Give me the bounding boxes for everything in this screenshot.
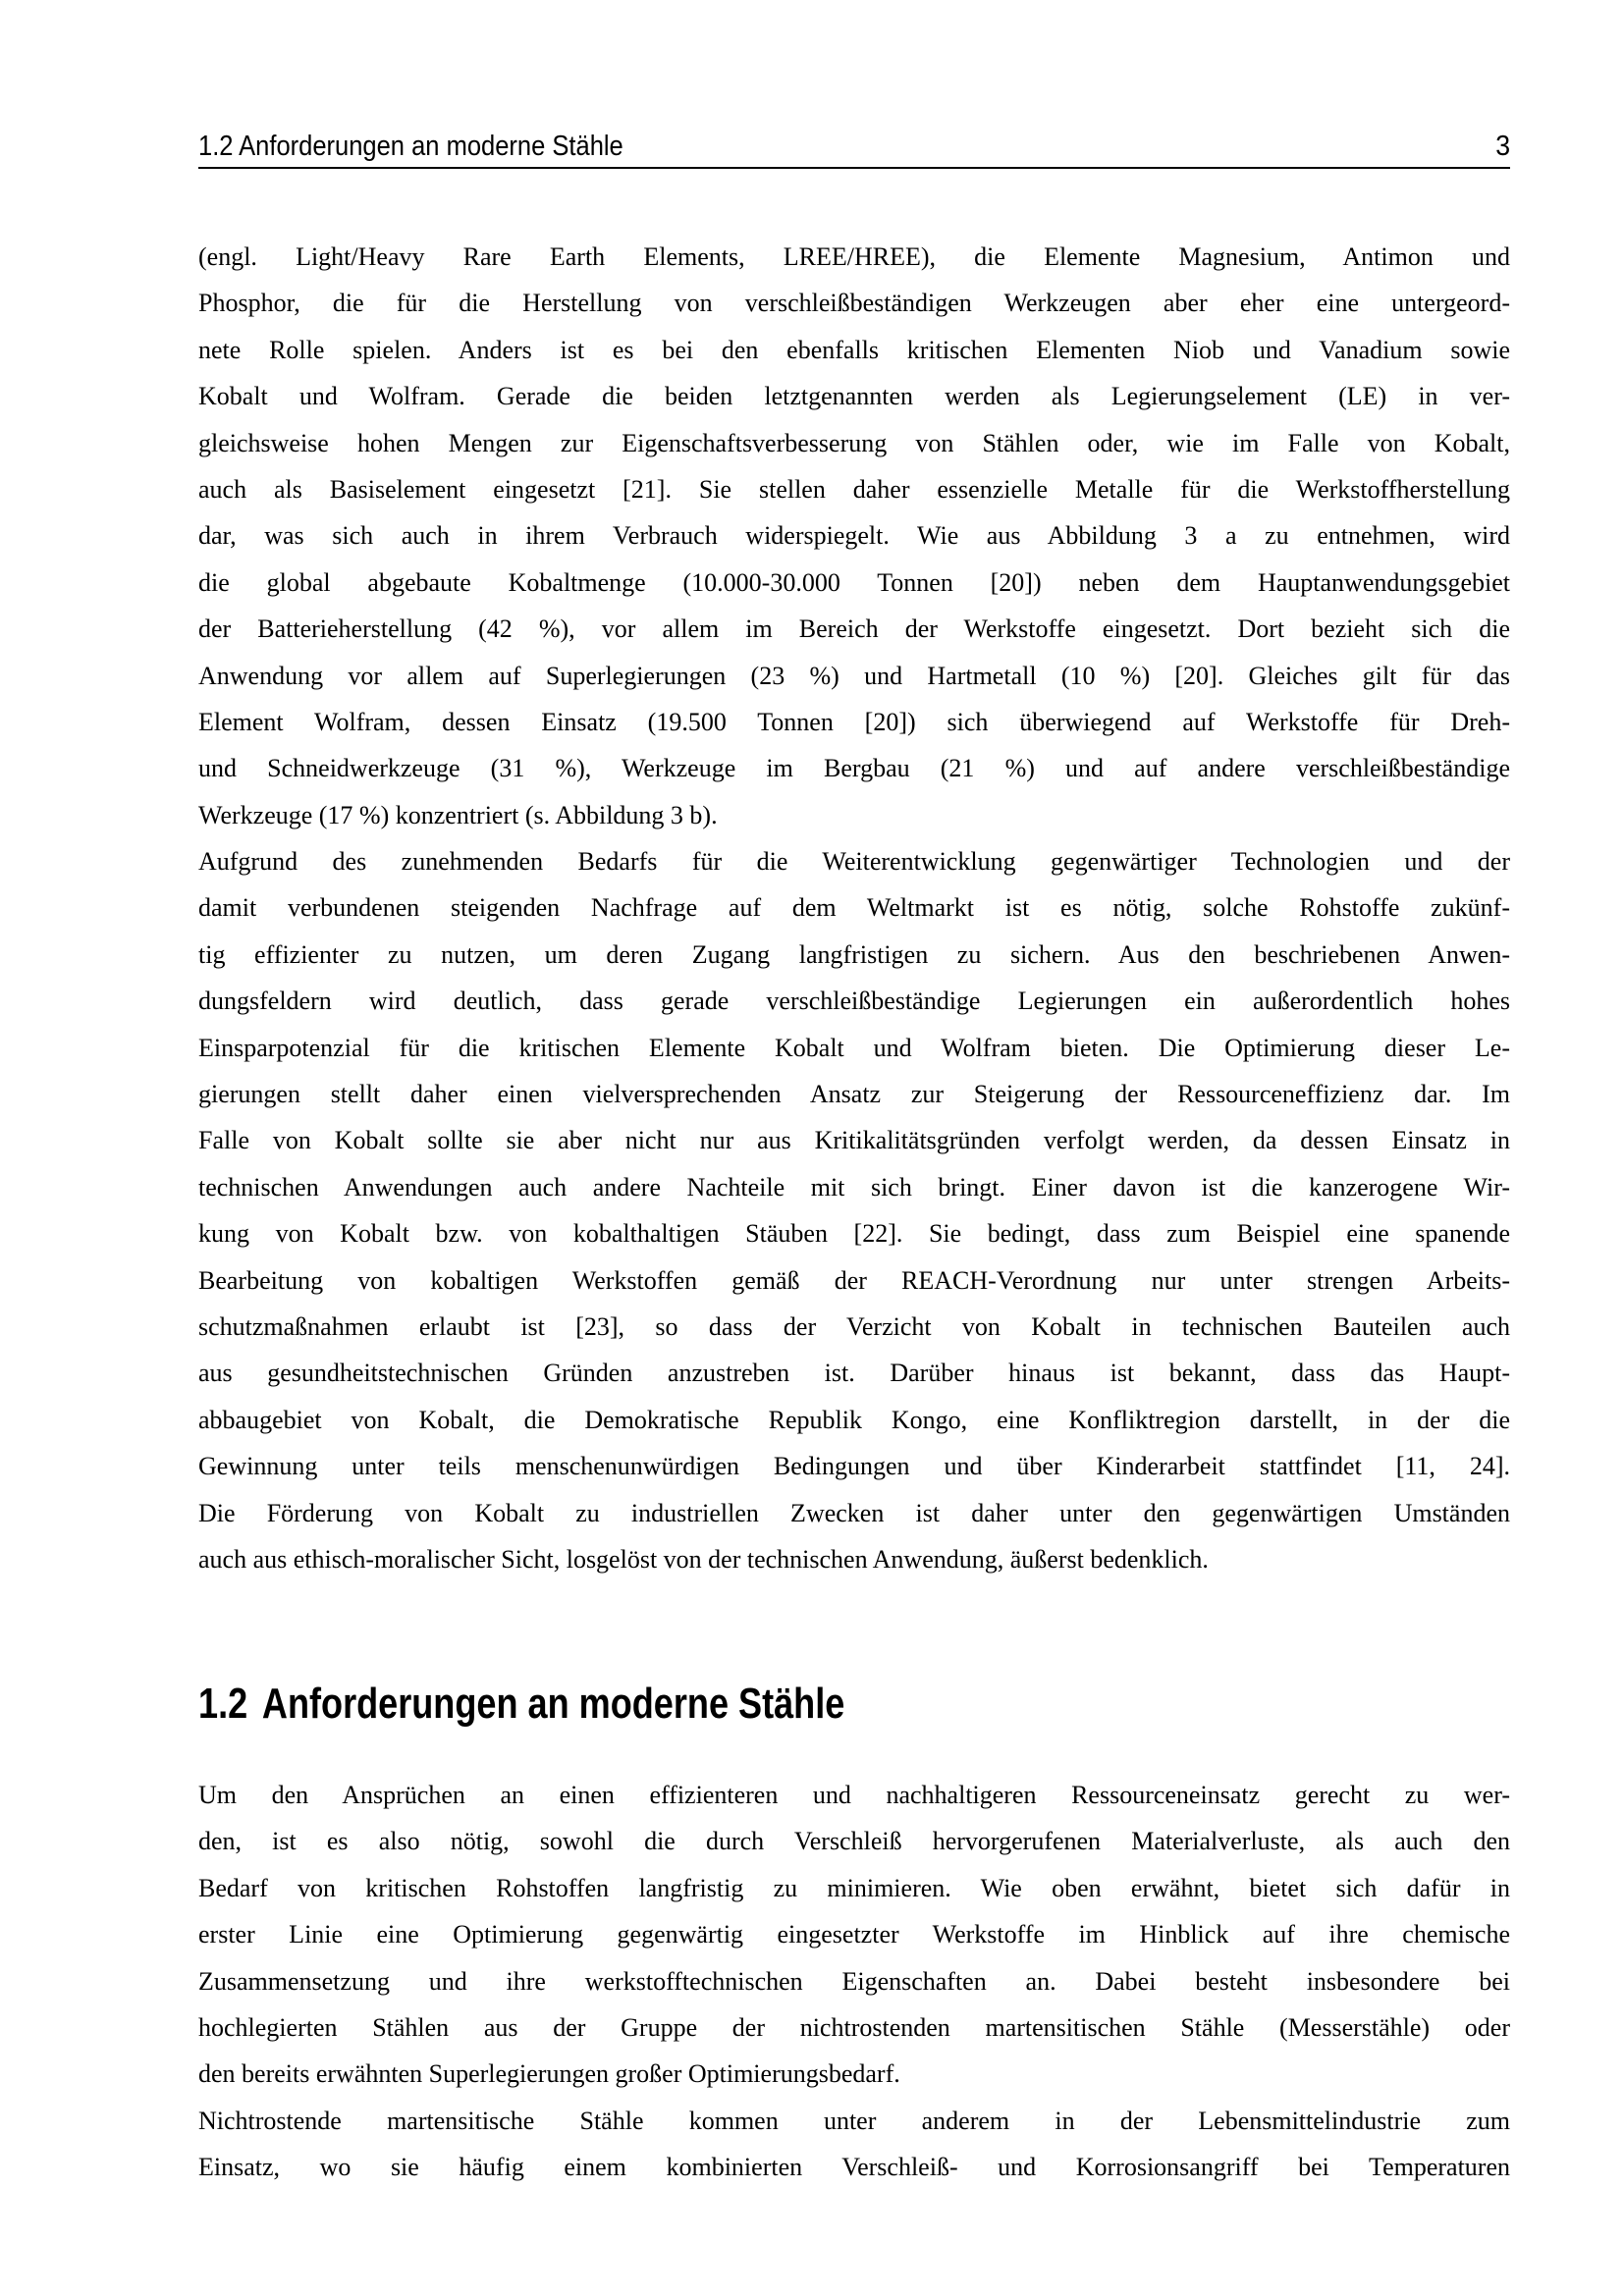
text-line: tig effizienter zu nutzen, um deren Zugang langfristigen zu sichern. Aus den beschriebenen Anwen- (198, 939, 1510, 969)
text-line: nete Rolle spielen. Anders ist es bei den ebenfalls kritischen Elementen Niob und Vanadium sowie (198, 335, 1510, 364)
text-line: Falle von Kobalt sollte sie aber nicht nur aus Kritikalitätsgründen verfolgt werden, da dessen Einsatz in (198, 1126, 1510, 1155)
text-line: den, ist es also nötig, sowohl die durch Verschleiß hervorgerufenen Materialverluste, als auch den (198, 1827, 1510, 1856)
text-line: Um den Ansprüchen an einen effizienteren und nachhaltigeren Ressourceneinsatz gerecht zu wer- (198, 1781, 1510, 1809)
text-line: der Batterieherstellung (42 %), vor allem im Bereich der Werkstoffe eingesetzt. Dort bezieht sich die (198, 614, 1510, 644)
text-line: Element Wolfram, dessen Einsatz (19.500 Tonnen [20]) sich überwiegend auf Werkstoffe für Dreh- (198, 707, 1510, 736)
text-line: hochlegierten Stählen aus der Gruppe der nichtrostenden martensitischen Stähle (Messerstähle) oder (198, 2012, 1510, 2042)
text-line: auch aus ethisch-moralischer Sicht, losgelöst von der technischen Anwendung, äußerst bedenklich. (198, 1544, 1209, 1574)
text-line: kung von Kobalt bzw. von kobalthaltigen Stäuben [22]. Sie bedingt, dass zum Beispiel eine spanende (198, 1219, 1510, 1249)
paragraph (198, 838, 1510, 1582)
text-line: Einsatz, wo sie häufig einem kombinierten Verschleiß- und Korrosionsangriff bei Temperaturen (198, 2153, 1510, 2182)
text-line: dungsfeldern wird deutlich, dass gerade verschleißbeständige Legierungen ein außerordentlich hohes (198, 987, 1510, 1016)
text-line: Werkzeuge (17 %) konzentriert (s. Abbildung 3 b). (198, 800, 718, 829)
text-line: Einsparpotenzial für die kritischen Elemente Kobalt und Wolfram bieten. Die Optimierung dieser Le- (198, 1033, 1510, 1062)
running-header (198, 124, 1510, 169)
section-heading-number: 1.2 (198, 1680, 248, 1728)
text-line: gierungen stellt daher einen vielversprechenden Ansatz zur Steigerung der Ressourceneffizienz dar. Im (198, 1080, 1510, 1109)
text-line: aus gesundheitstechnischen Gründen anzustreben ist. Darüber hinaus ist bekannt, dass das Haupt- (198, 1359, 1510, 1388)
text-line: technischen Anwendungen auch andere Nachteile mit sich bringt. Einer davon ist die kanzerogene Wir- (198, 1172, 1510, 1201)
text-line: abbaugebiet von Kobalt, die Demokratische Republik Kongo, eine Konfliktregion darstellt, in der die (198, 1405, 1510, 1434)
text-line: dar, was sich auch in ihrem Verbrauch widerspiegelt. Wie aus Abbildung 3 a zu entnehmen, wird (198, 521, 1510, 551)
text-line: Gewinnung unter teils menschenunwürdigen Bedingungen und über Kinderarbeit stattfindet [11, 24]. (198, 1452, 1510, 1481)
text-line: damit verbundenen steigenden Nachfrage auf dem Weltmarkt ist es nötig, solche Rohstoffe zukünf- (198, 893, 1510, 923)
section-body-text-block (198, 1772, 1510, 2191)
text-line: Bearbeitung von kobaltigen Werkstoffen gemäß der REACH-Verordnung nur unter strengen Arbeits- (198, 1265, 1510, 1295)
intro-text-block (198, 234, 1510, 1582)
section-heading (198, 1681, 844, 1728)
text-line: Phosphor, die für die Herstellung von verschleißbeständigen Werkzeugen aber eher eine untergeord- (198, 289, 1510, 318)
text-line: Nichtrostende martensitische Stähle kommen unter anderem in der Lebensmittelindustrie zum (198, 2106, 1510, 2135)
text-line: die global abgebaute Kobaltmenge (10.000-30.000 Tonnen [20]) neben dem Hauptanwendungsgebiet (198, 567, 1510, 597)
paragraph (198, 1772, 1510, 2098)
text-line: Anwendung vor allem auf Superlegierungen (23 %) und Hartmetall (10 %) [20]. Gleiches gilt für das (198, 661, 1510, 690)
text-line: auch als Basiselement eingesetzt [21]. Sie stellen daher essenzielle Metalle für die Werkstoffherstellung (198, 474, 1510, 504)
paragraph (198, 2098, 1510, 2191)
text-line: erster Linie eine Optimierung gegenwärtig eingesetzter Werkstoffe im Hinblick auf ihre chemische (198, 1920, 1510, 1949)
text-line: den bereits erwähnten Superlegierungen großer Optimierungsbedarf. (198, 2059, 900, 2089)
text-line: Aufgrund des zunehmenden Bedarfs für die Weiterentwicklung gegenwärtiger Technologien und der (198, 847, 1510, 877)
section-heading-title: Anforderungen an moderne Stähle (261, 1680, 845, 1728)
text-line: (engl. Light/Heavy Rare Earth Elements, LREE/HREE), die Elemente Magnesium, Antimon und (198, 242, 1510, 271)
paragraph (198, 234, 1510, 838)
text-line: gleichsweise hohen Mengen zur Eigenschaftsverbesserung von Stählen oder, wie im Falle von Kobalt, (198, 428, 1510, 457)
text-line: Kobalt und Wolfram. Gerade die beiden letztgenannten werden als Legierungselement (LE) in ver- (198, 382, 1510, 411)
text-line: Die Förderung von Kobalt zu industriellen Zwecken ist daher unter den gegenwärtigen Umständen (198, 1498, 1510, 1527)
running-header-title: 1.2 Anforderungen an moderne Stähle (198, 131, 623, 162)
text-line: schutzmaßnahmen erlaubt ist [23], so dass der Verzicht von Kobalt in technischen Bauteilen auch (198, 1311, 1510, 1341)
text-line: Bedarf von kritischen Rohstoffen langfristig zu minimieren. Wie oben erwähnt, bietet sich dafür in (198, 1873, 1510, 1902)
text-line: und Schneidwerkzeuge (31 %), Werkzeuge im Bergbau (21 %) und auf andere verschleißbeständige (198, 754, 1510, 783)
text-line: Zusammensetzung und ihre werkstofftechnischen Eigenschaften an. Dabei besteht insbesondere bei (198, 1966, 1510, 1996)
page-number: 3 (1495, 131, 1510, 162)
